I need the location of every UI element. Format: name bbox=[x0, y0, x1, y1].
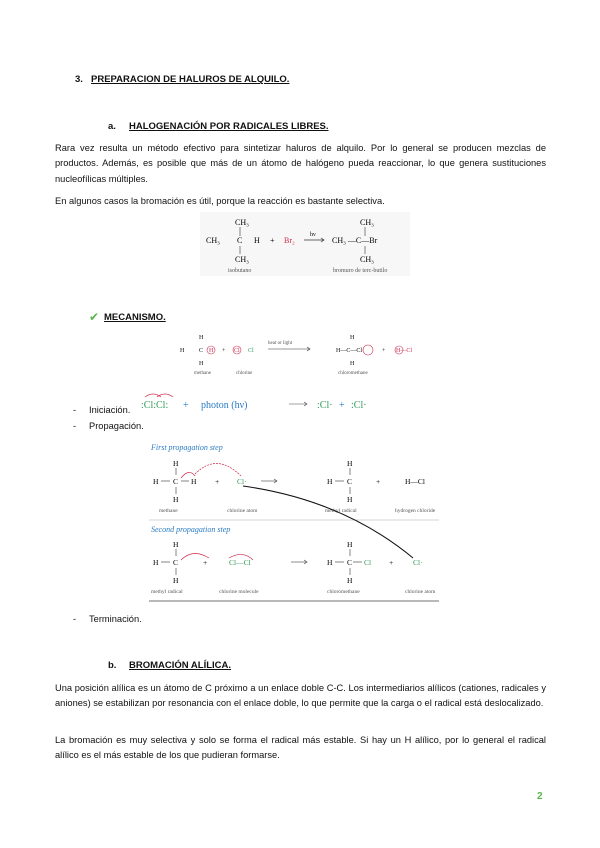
p2-plus: + bbox=[203, 558, 208, 567]
p2-c: C bbox=[173, 558, 179, 567]
paragraph-a-1: Rara vez resulta un método efectivo para sintetizar haluros de alquilo. Por lo general se producen mezclas de productos. Además, es posible que más de un átomo de halógeno pueda reaccionar, lo que genera sustituciones nucleofílicas múltiples. bbox=[55, 143, 546, 184]
initiation-scheme bbox=[139, 393, 379, 415]
subsection-a-letter: a. bbox=[108, 121, 116, 132]
p2-bottom-h: H bbox=[173, 576, 179, 585]
second-step-label: Second propagation step bbox=[151, 525, 231, 534]
product-top-ch3: CH₃ bbox=[360, 218, 374, 227]
paragraph-a-2: En algunos casos la bromación es útil, porque la reacción es bastante selectiva. bbox=[55, 196, 385, 206]
p2r-c: C bbox=[347, 558, 353, 567]
p1-chlorine-atom-label: chlorine atom bbox=[227, 508, 258, 514]
p1r-c: C bbox=[347, 477, 353, 486]
p2-top-h: H bbox=[173, 540, 179, 549]
initiation-plus-2: + bbox=[339, 400, 345, 411]
p2-chlorine-molecule-label: chlorine molecule bbox=[219, 589, 259, 595]
step-termination: Terminación. bbox=[89, 614, 142, 624]
section-title: PREPARACION DE HALUROS DE ALQUILO. bbox=[91, 74, 290, 85]
reactant-label: isobutano bbox=[228, 268, 252, 274]
p1r-methyl-radical-label: methyl radical bbox=[325, 508, 357, 514]
bromine-reagent: Br₂ bbox=[284, 236, 295, 245]
step-initiation: Iniciación. bbox=[89, 405, 131, 415]
p2r-cl-radical: Cl· bbox=[413, 558, 423, 567]
p2r-bottom-h: H bbox=[347, 576, 353, 585]
p1-top-h: H bbox=[173, 459, 179, 468]
reactant-top-ch3: CH₃ bbox=[235, 218, 249, 227]
p1-cl-radical: Cl· bbox=[237, 477, 247, 486]
bullet-dash-1: - bbox=[73, 405, 77, 415]
p2r-cl: Cl bbox=[364, 558, 372, 567]
checkmark-icon: ✔ bbox=[89, 310, 100, 324]
bullet-dash-2: - bbox=[73, 421, 77, 431]
cl-radical-1: :Cl· bbox=[317, 400, 333, 411]
p2r-top-h: H bbox=[347, 540, 353, 549]
p1r-hcl-label: hydrogen chloride bbox=[395, 508, 436, 514]
heat-label: heat or light bbox=[268, 341, 293, 346]
p2-left-h: H bbox=[153, 558, 159, 567]
cl2-molecule: :Cl:Cl: bbox=[141, 400, 169, 411]
p2r-plus: + bbox=[389, 558, 394, 567]
p1r-bottom-h: H bbox=[347, 495, 353, 504]
p2r-chloromethane-label: chloromethane bbox=[327, 589, 360, 595]
p1r-top-h: H bbox=[347, 459, 353, 468]
overall-plus-1: + bbox=[222, 348, 226, 354]
light-condition: hν bbox=[310, 232, 316, 238]
methane-left-h: H bbox=[180, 348, 185, 354]
reactant-cl-circled: Cl bbox=[234, 348, 240, 354]
hcl-product: H—Cl bbox=[396, 348, 413, 354]
product-bottom-ch3: CH₃ bbox=[360, 255, 374, 264]
p1-right-h: H bbox=[191, 477, 197, 486]
paragraph-b-1: Una posición alílica es un átomo de C próximo a un enlace doble C-C. Los intermediarios alílicos (cationes, radicales y aniones) se estabilizan por resonancia con el enlace doble, lo que permite que la carga o el radical está deslocalizado. bbox=[55, 683, 546, 709]
subsection-a-title: HALOGENACIÓN POR RADICALES LIBRES. bbox=[129, 121, 329, 132]
bullet-dash-3: - bbox=[73, 614, 77, 624]
reactant-plus: + bbox=[270, 236, 275, 245]
product-chain: H—C—Cl bbox=[336, 348, 363, 354]
propagation-scheme bbox=[143, 440, 455, 604]
cl-radical-2: :Cl· bbox=[351, 400, 367, 411]
subsection-b-letter: b. bbox=[108, 660, 117, 671]
p1r-plus: + bbox=[376, 477, 381, 486]
first-step-label: First propagation step bbox=[151, 443, 223, 452]
methane-top-h: H bbox=[199, 335, 204, 341]
chlorine-label: chlorine bbox=[236, 371, 253, 376]
subsection-b-title: BROMACIÓN ALÍLICA. bbox=[129, 660, 232, 671]
p1-methane-label: methane bbox=[159, 508, 178, 514]
p1-c: C bbox=[173, 477, 179, 486]
paragraph-b-2: La bromación es muy selectiva y solo se forma el radical más estable. Si hay un H alílico, por lo general el radical alílico es el más estable de los que pudieran formarse. bbox=[55, 735, 546, 761]
step-propagation: Propagación. bbox=[89, 421, 144, 431]
product-bottom-h: H bbox=[350, 361, 355, 367]
initiation-plus-1: + bbox=[183, 400, 189, 411]
overall-plus-2: + bbox=[382, 348, 386, 354]
product-main-chain: CH₃ —C—Br bbox=[332, 236, 378, 245]
p2r-left-h: H bbox=[327, 558, 333, 567]
methane-c: C bbox=[199, 348, 204, 354]
methane-bottom-h: H bbox=[199, 361, 204, 367]
reactant-cl: Cl bbox=[248, 348, 254, 354]
methane-h-circled: H bbox=[209, 348, 214, 354]
product-label: bromuro de terc-butilo bbox=[333, 268, 388, 274]
mechanism-title: MECANISMO. bbox=[104, 312, 166, 323]
p2-cl2: Cl—Cl bbox=[229, 558, 251, 567]
page-number: 2 bbox=[537, 791, 543, 802]
p1-bottom-h: H bbox=[173, 495, 179, 504]
reactant-bottom-ch3: CH₃ bbox=[235, 255, 249, 264]
reactant-h: H bbox=[254, 236, 260, 245]
overall-scheme bbox=[170, 330, 440, 378]
photon-label: photon (hν) bbox=[201, 400, 248, 411]
p2r-chlorine-atom-label: chlorine atom bbox=[405, 589, 436, 595]
section-number: 3. bbox=[75, 74, 83, 85]
chloromethane-label: chloromethane bbox=[338, 371, 368, 376]
p1-plus: + bbox=[215, 477, 220, 486]
bromination-scheme bbox=[200, 212, 410, 276]
reactant-center-c: C bbox=[237, 236, 243, 245]
reactant-left-ch3: CH₃ bbox=[206, 236, 220, 245]
methane-label: methane bbox=[194, 371, 211, 376]
p1r-left-h: H bbox=[327, 477, 333, 486]
p1-left-h: H bbox=[153, 477, 159, 486]
p2-methyl-radical-label: methyl radical bbox=[151, 589, 183, 595]
product-top-h: H bbox=[350, 335, 355, 341]
p1r-hcl: H—Cl bbox=[405, 477, 426, 486]
